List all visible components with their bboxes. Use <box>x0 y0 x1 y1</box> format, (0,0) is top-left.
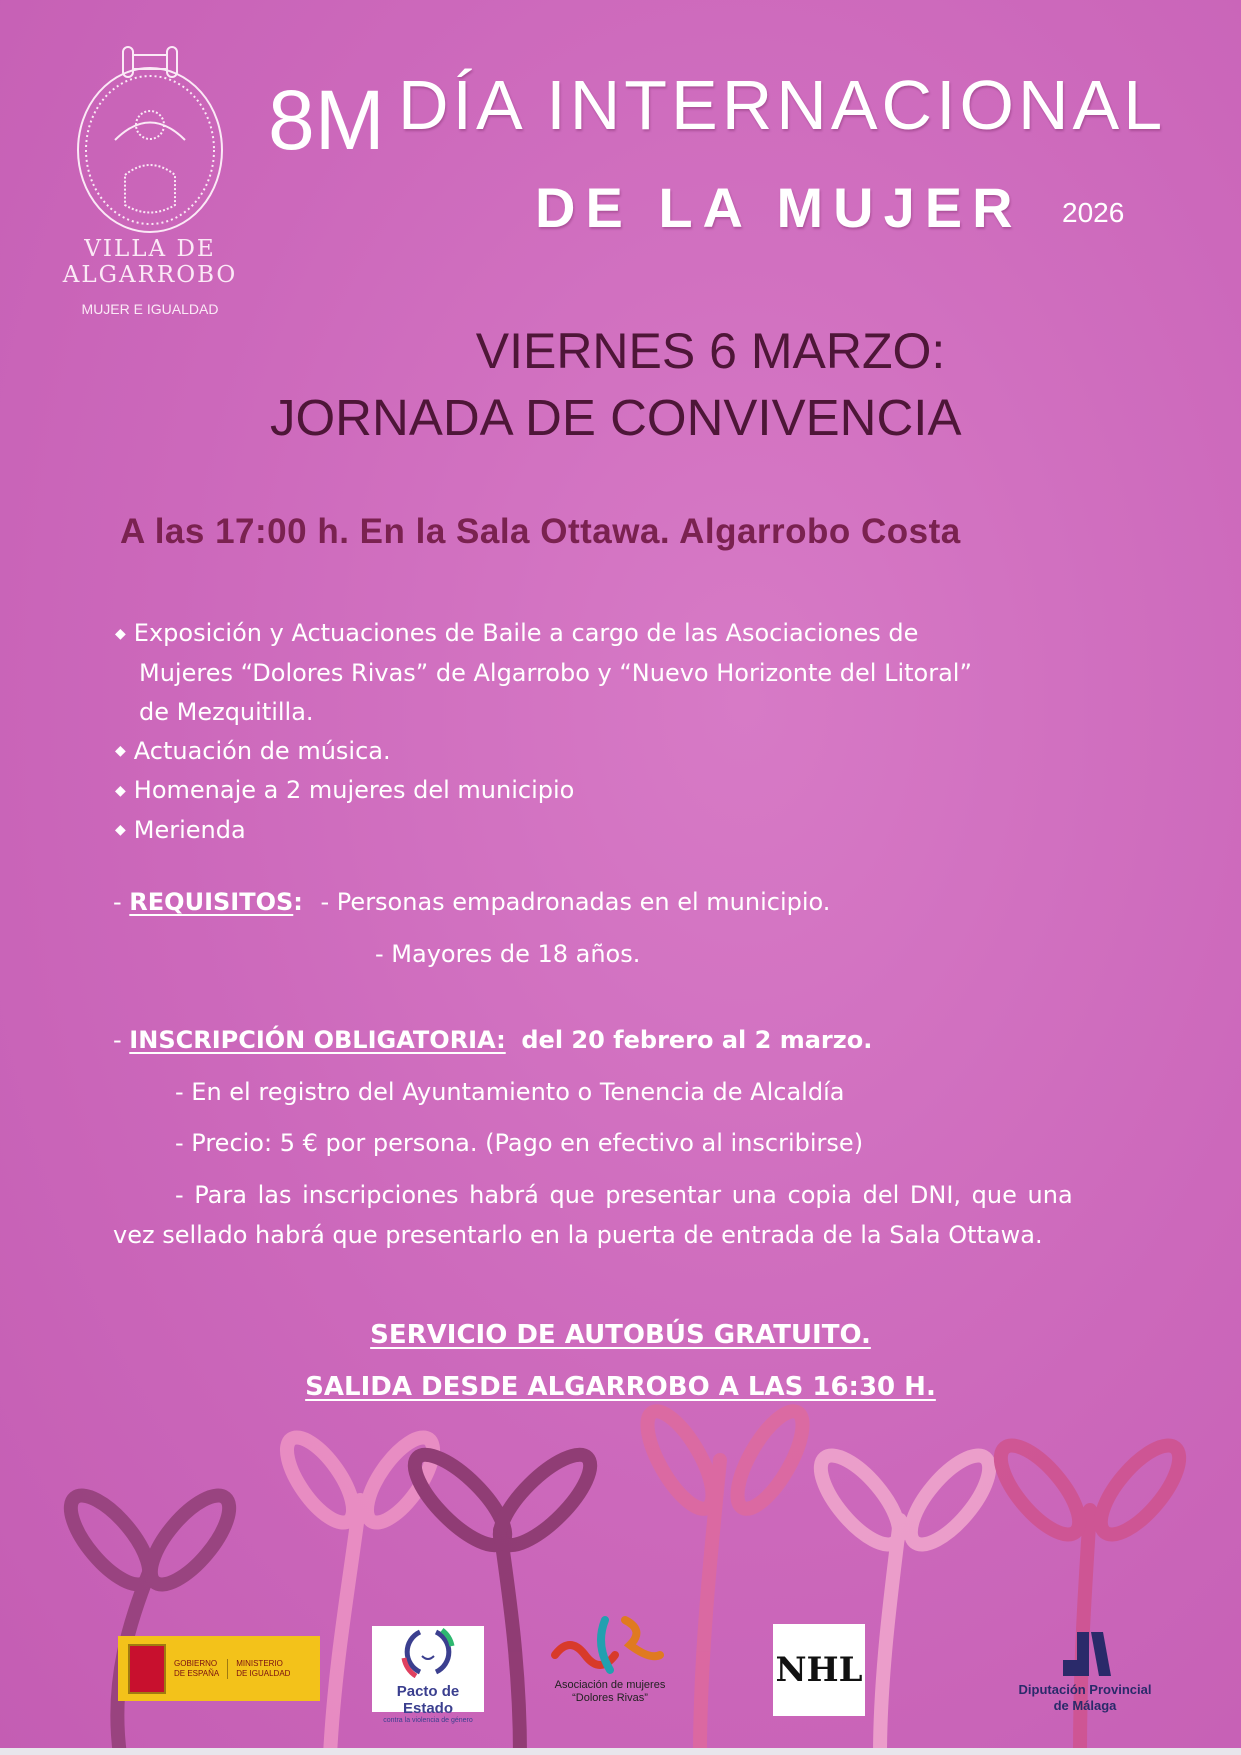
list-item <box>115 732 972 772</box>
logo-text <box>40 236 260 288</box>
activities-list <box>115 614 972 850</box>
list-item <box>115 771 972 811</box>
list-item-cont: de Mezquitilla. <box>139 697 314 726</box>
list-item-cont: Mujeres “Dolores Rivas” de Algarrobo y “Nuevo Horizonte del Litoral” <box>139 658 972 687</box>
pacto-title: Pacto de Estado <box>396 1683 460 1717</box>
logo-line-2: ALGARROBO <box>62 262 238 288</box>
title-year: 2026 <box>1062 197 1125 228</box>
bus-line-1: SERVICIO DE AUTOBÚS GRATUITO. <box>370 1320 871 1350</box>
diamond-bullet-icon: ◆ <box>115 782 126 799</box>
asoc-line-2: “Dolores Rivas” <box>572 1692 648 1704</box>
dip-line-1: Diputación Provincial <box>1018 1682 1152 1697</box>
dip-line-2: de Málaga <box>1053 1698 1117 1713</box>
registration-item-3-cont: vez sellado habrá que presentarlo en la puerta de entrada de la Sala Ottawa. <box>113 1221 1043 1249</box>
registration-dates: del 20 febrero al 2 marzo. <box>521 1026 873 1054</box>
registration-item-3: - Para las inscripciones habrá que presentar una copia del DNI, que una <box>175 1181 1073 1209</box>
diputacion-malaga-logo <box>1010 1630 1160 1714</box>
bus-line-2: SALIDA DESDE ALGARROBO A LAS 16:30 H. <box>305 1372 936 1402</box>
page-bottom-edge <box>0 1748 1241 1755</box>
ministry-text: DE IGUALDAD <box>236 1668 291 1678</box>
villa-algarrobo-seal-logo <box>75 45 225 235</box>
diamond-bullet-icon: ◆ <box>115 743 126 759</box>
ministry-text: MINISTERIO <box>236 1658 283 1668</box>
title-line-1: DÍA INTERNACIONAL <box>398 66 1167 144</box>
diputacion-m-icon <box>1055 1630 1115 1678</box>
registration-heading: - INSCRIPCIÓN OBLIGATORIA: del 20 febrero al 2 marzo. <box>113 1026 873 1054</box>
coat-of-arms-icon <box>128 1644 166 1694</box>
item-text: Merienda <box>133 815 246 844</box>
asociacion-dolores-rivas-logo <box>540 1615 680 1705</box>
item-text: Actuación de música. <box>133 736 391 765</box>
requirements: - REQUISITOS: - Personas empadronadas en el municipio. <box>113 888 831 916</box>
requirements-label: REQUISITOS <box>129 888 294 916</box>
requirement-2: - Mayores de 18 años. <box>375 940 641 968</box>
pacto-de-estado-logo <box>372 1626 484 1724</box>
asoc-line-1: Asociación de mujeres <box>554 1679 666 1691</box>
gob-text: DE ESPAÑA <box>174 1668 220 1678</box>
pacto-subtitle: contra la violencia de género <box>383 1717 473 1724</box>
event-name: JORNADA DE CONVIVENCIA <box>270 389 962 446</box>
registration-item-1: - En el registro del Ayuntamiento o Tenencia de Alcaldía <box>175 1078 845 1106</box>
title-line-2: DE LA MUJER <box>535 176 1023 239</box>
list-item <box>115 614 972 654</box>
event-time-place: A las 17:00 h. En la Sala Ottawa. Algarrobo Costa <box>120 512 961 551</box>
item-text: Exposición y Actuaciones de Baile a cargo de las Asociaciones de <box>133 619 919 647</box>
logo-subtitle: MUJER E IGUALDAD <box>81 301 219 317</box>
gob-text: GOBIERNO <box>174 1658 218 1668</box>
item-text: Homenaje a 2 mujeres del municipio <box>133 776 575 804</box>
event-date: VIERNES 6 MARZO: <box>475 323 946 379</box>
bus-departure <box>0 1372 1241 1402</box>
list-item <box>115 811 972 851</box>
pacto-circle-icon <box>398 1626 458 1678</box>
dolores-rivas-icon <box>550 1615 670 1675</box>
diamond-bullet-icon: ◆ <box>115 625 126 642</box>
title-8m: 8M <box>268 73 385 167</box>
registration-item-2: - Precio: 5 € por persona. (Pago en efectivo al inscribirse) <box>175 1129 864 1157</box>
registration-label: INSCRIPCIÓN OBLIGATORIA: <box>129 1026 506 1054</box>
gobierno-espana-logo <box>118 1636 320 1701</box>
diamond-bullet-icon: ◆ <box>115 822 126 838</box>
bus-service <box>0 1320 1241 1350</box>
logo-line-1: VILLA DE <box>84 236 216 262</box>
requirement-1: - Personas empadronadas en el municipio. <box>320 888 831 916</box>
nuevo-horizonte-logo: NHL <box>773 1624 865 1716</box>
